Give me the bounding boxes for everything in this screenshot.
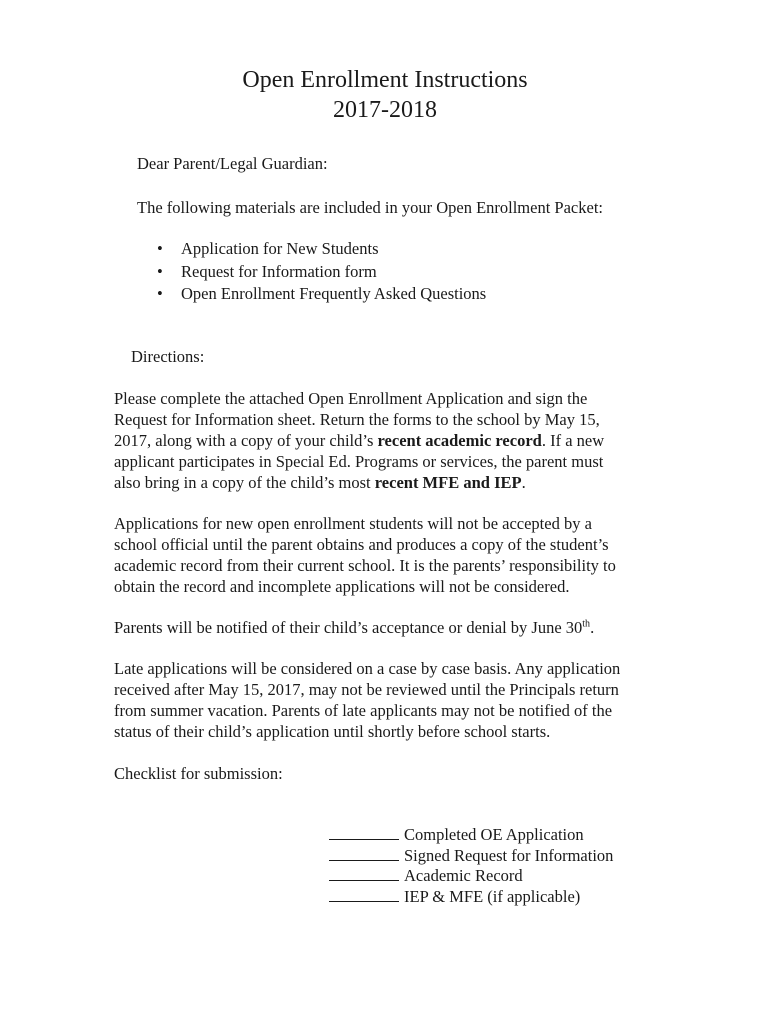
document-year: 2017-2018	[333, 97, 437, 123]
paragraph-line: Please complete the attached Open Enrollment Application and sign the	[114, 389, 588, 408]
paragraph-line: from summer vacation. Parents of late applicants may not be notified of the	[114, 701, 613, 720]
materials-list	[157, 238, 486, 306]
checklist-item-label: Signed Request for Information	[404, 845, 614, 865]
list-item-label: Request for Information form	[181, 261, 377, 281]
checklist-item-label: IEP & MFE (if applicable)	[404, 887, 581, 907]
submission-checklist	[329, 825, 613, 908]
directions-heading: Directions:	[131, 347, 205, 366]
paragraph-text: 2017, along with a copy of your child’s	[114, 431, 378, 450]
paragraph-line: received after May 15, 2017, may not be reviewed until the Principals return	[114, 680, 619, 699]
list-item	[157, 261, 486, 284]
checkbox-blank-line[interactable]	[329, 866, 399, 881]
checklist-item-label: Academic Record	[404, 866, 523, 886]
checklist-item	[329, 866, 613, 887]
checklist-item	[329, 846, 613, 867]
bullet-icon: •	[157, 239, 163, 258]
bullet-icon: •	[157, 284, 163, 303]
document-title: Open Enrollment Instructions	[242, 67, 528, 93]
bullet-icon: •	[157, 261, 163, 281]
paragraph-line: Request for Information sheet. Return the forms to the school by May 15,	[114, 410, 600, 429]
ordinal-suffix: th	[582, 618, 591, 630]
paragraph-line	[114, 430, 674, 451]
paragraph-line: obtain the record and incomplete applications will not be considered.	[114, 577, 570, 596]
checkbox-blank-line[interactable]	[329, 825, 399, 840]
paragraph-text: . If a new	[541, 431, 605, 450]
paragraph-line: applicant participates in Special Ed. Programs or services, the parent must	[114, 452, 604, 471]
paragraph-line: academic record from their current school. It is the parents’ responsibility to	[114, 556, 616, 575]
salutation: Dear Parent/Legal Guardian:	[137, 154, 328, 173]
paragraph-line	[114, 472, 674, 493]
paragraph-line: school official until the parent obtains and produces a copy of the student’s	[114, 535, 609, 554]
checklist-heading: Checklist for submission:	[114, 764, 283, 783]
checklist-item	[329, 887, 613, 908]
paragraph-text: Parents will be notified of their child’s acceptance or denial by June 30	[114, 618, 583, 637]
directions-paragraph	[114, 388, 674, 493]
paragraph-text: .	[521, 473, 526, 492]
paragraph-text: also bring in a copy of the child’s most	[114, 473, 375, 492]
notification-paragraph	[114, 617, 674, 638]
paragraph-line: status of their child’s application until shortly before school starts.	[114, 722, 551, 741]
emphasis-academic-record: recent academic record	[377, 431, 542, 450]
late-applications-paragraph	[114, 658, 674, 742]
checkbox-blank-line[interactable]	[329, 846, 399, 861]
emphasis-mfe-iep: recent MFE and IEP	[374, 473, 522, 492]
checklist-item	[329, 825, 613, 846]
paragraph-line: Late applications will be considered on a case by case basis. Any application	[114, 659, 621, 678]
paragraph-text: .	[590, 618, 595, 637]
list-item	[157, 283, 486, 306]
checkbox-blank-line[interactable]	[329, 887, 399, 902]
paragraph-line: Applications for new open enrollment students will not be accepted by a	[114, 514, 592, 533]
list-item	[157, 238, 486, 261]
list-item-label: Application for New Students	[181, 239, 379, 258]
checklist-item-label: Completed OE Application	[404, 825, 584, 844]
intro-text: The following materials are included in your Open Enrollment Packet:	[137, 198, 603, 217]
acceptance-policy-paragraph	[114, 513, 674, 597]
list-item-label: Open Enrollment Frequently Asked Questions	[181, 284, 487, 303]
